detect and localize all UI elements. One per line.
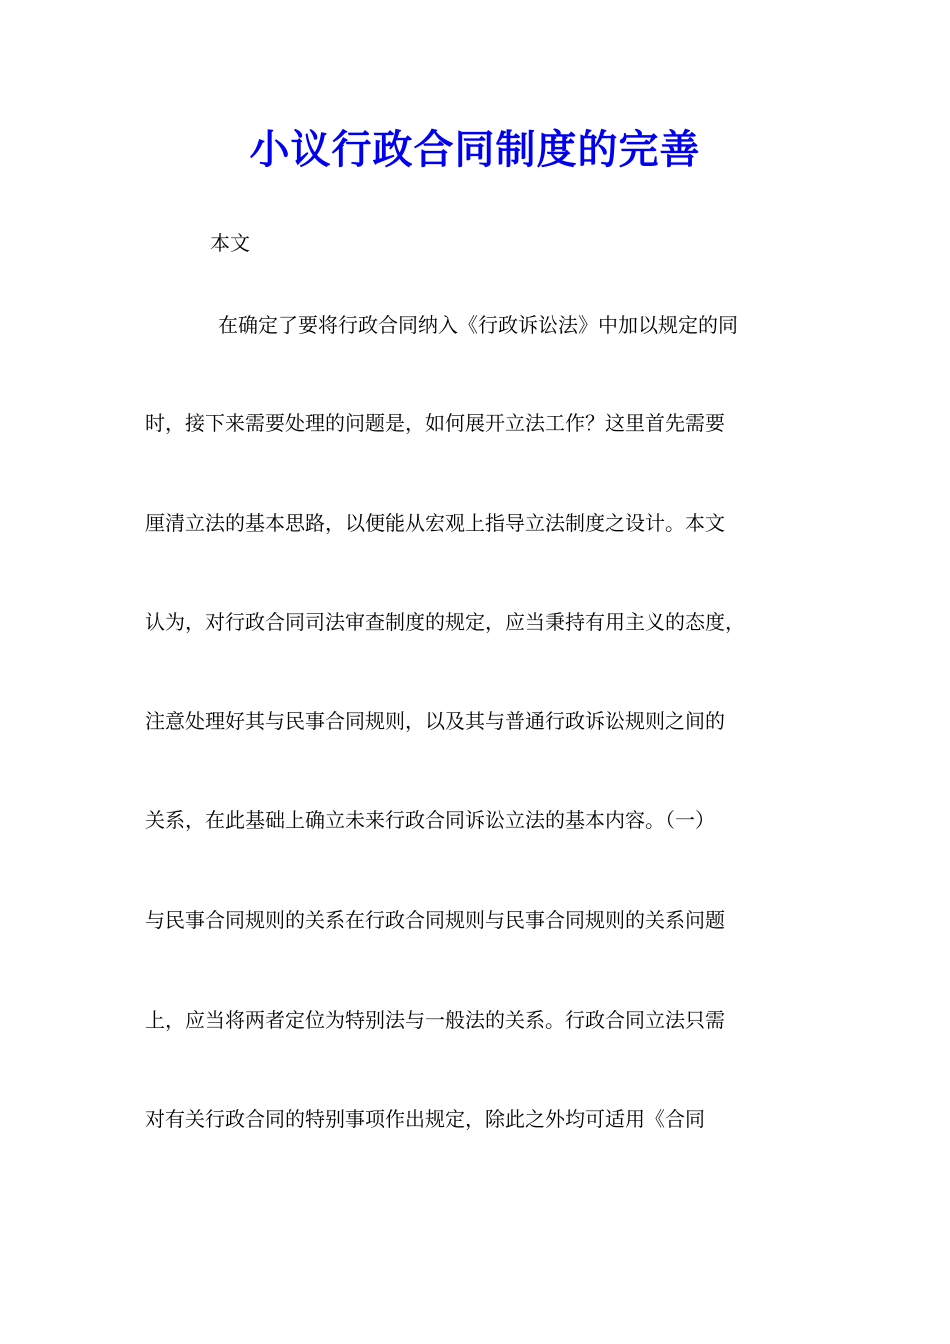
body-line: 厘清立法的基本思路，以便能从宏观上指导立法制度之设计。本文 — [145, 511, 725, 535]
body-line: 注意处理好其与民事合同规则，以及其与普通行政诉讼规则之间的 — [145, 709, 725, 733]
body-line: 时，接下来需要处理的问题是，如何展开立法工作？这里首先需要 — [145, 411, 725, 435]
body-line: 上，应当将两者定位为特别法与一般法的关系。行政合同立法只需 — [145, 1008, 725, 1032]
body-line: 关系，在此基础上确立未来行政合同诉讼立法的基本内容。（一） — [145, 808, 715, 832]
body-line: 与民事合同规则的关系在行政合同规则与民事合同规则的关系问题 — [145, 908, 725, 932]
author-line: 本文 — [210, 231, 250, 255]
document-title: 小议行政合同制度的完善 — [249, 126, 701, 173]
body-line: 对有关行政合同的特别事项作出规定，除此之外均可适用《合同 — [145, 1107, 705, 1131]
body-line: 认为，对行政合同司法审查制度的规定，应当秉持有用主义的态度， — [145, 610, 745, 634]
body-line: 在确定了要将行政合同纳入《行政诉讼法》中加以规定的同 — [218, 313, 738, 337]
